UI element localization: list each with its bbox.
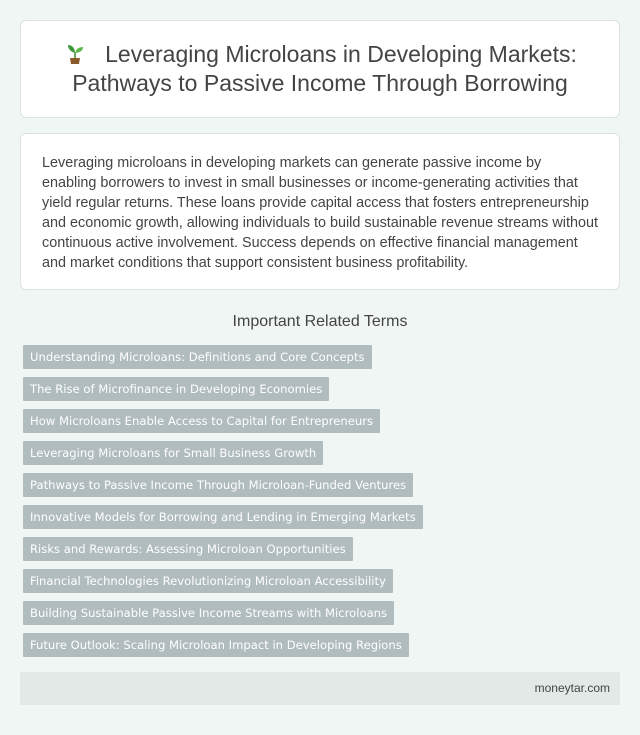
sprout-icon — [63, 41, 87, 65]
related-term-tag[interactable]: Leveraging Microloans for Small Business Growth — [23, 441, 323, 465]
footer — [20, 672, 620, 705]
related-term-tag[interactable]: Risks and Rewards: Assessing Microloan Opportunities — [23, 537, 353, 561]
title-card — [20, 20, 620, 118]
related-term-tag[interactable]: Future Outlook: Scaling Microloan Impact in Developing Regions — [23, 633, 409, 657]
related-term-tag[interactable]: The Rise of Microfinance in Developing Economies — [23, 377, 329, 401]
related-term-tag[interactable]: Innovative Models for Borrowing and Lending in Emerging Markets — [23, 505, 423, 529]
related-term-tag[interactable]: Financial Technologies Revolutionizing Microloan Accessibility — [23, 569, 393, 593]
page-title — [41, 40, 599, 98]
related-term-tag[interactable]: How Microloans Enable Access to Capital for Entrepreneurs — [23, 409, 380, 433]
related-term-tag[interactable]: Pathways to Passive Income Through Microloan-Funded Ventures — [23, 473, 413, 497]
summary-card — [20, 133, 620, 290]
site-name[interactable]: moneytar.com — [534, 681, 610, 695]
related-terms-heading: Important Related Terms — [232, 313, 408, 330]
summary-text: Leveraging microloans in developing markets can generate passive income by enabling borrowers to invest in small businesses or income-generating activities that yield regular returns. These loans provide capital access that fosters entrepreneurship and economic growth, allowing individuals to build sustainable revenue streams without continuous active involvement. Success depends on effective financial management and market conditions that support consistent business profitability. — [42, 155, 598, 271]
related-term-tag[interactable]: Building Sustainable Passive Income Streams with Microloans — [23, 601, 394, 625]
page-title-text: Leveraging Microloans in Developing Markets: Pathways to Passive Income Through Borrowing — [72, 41, 577, 96]
related-term-tag[interactable]: Understanding Microloans: Definitions and Core Concepts — [23, 345, 372, 369]
